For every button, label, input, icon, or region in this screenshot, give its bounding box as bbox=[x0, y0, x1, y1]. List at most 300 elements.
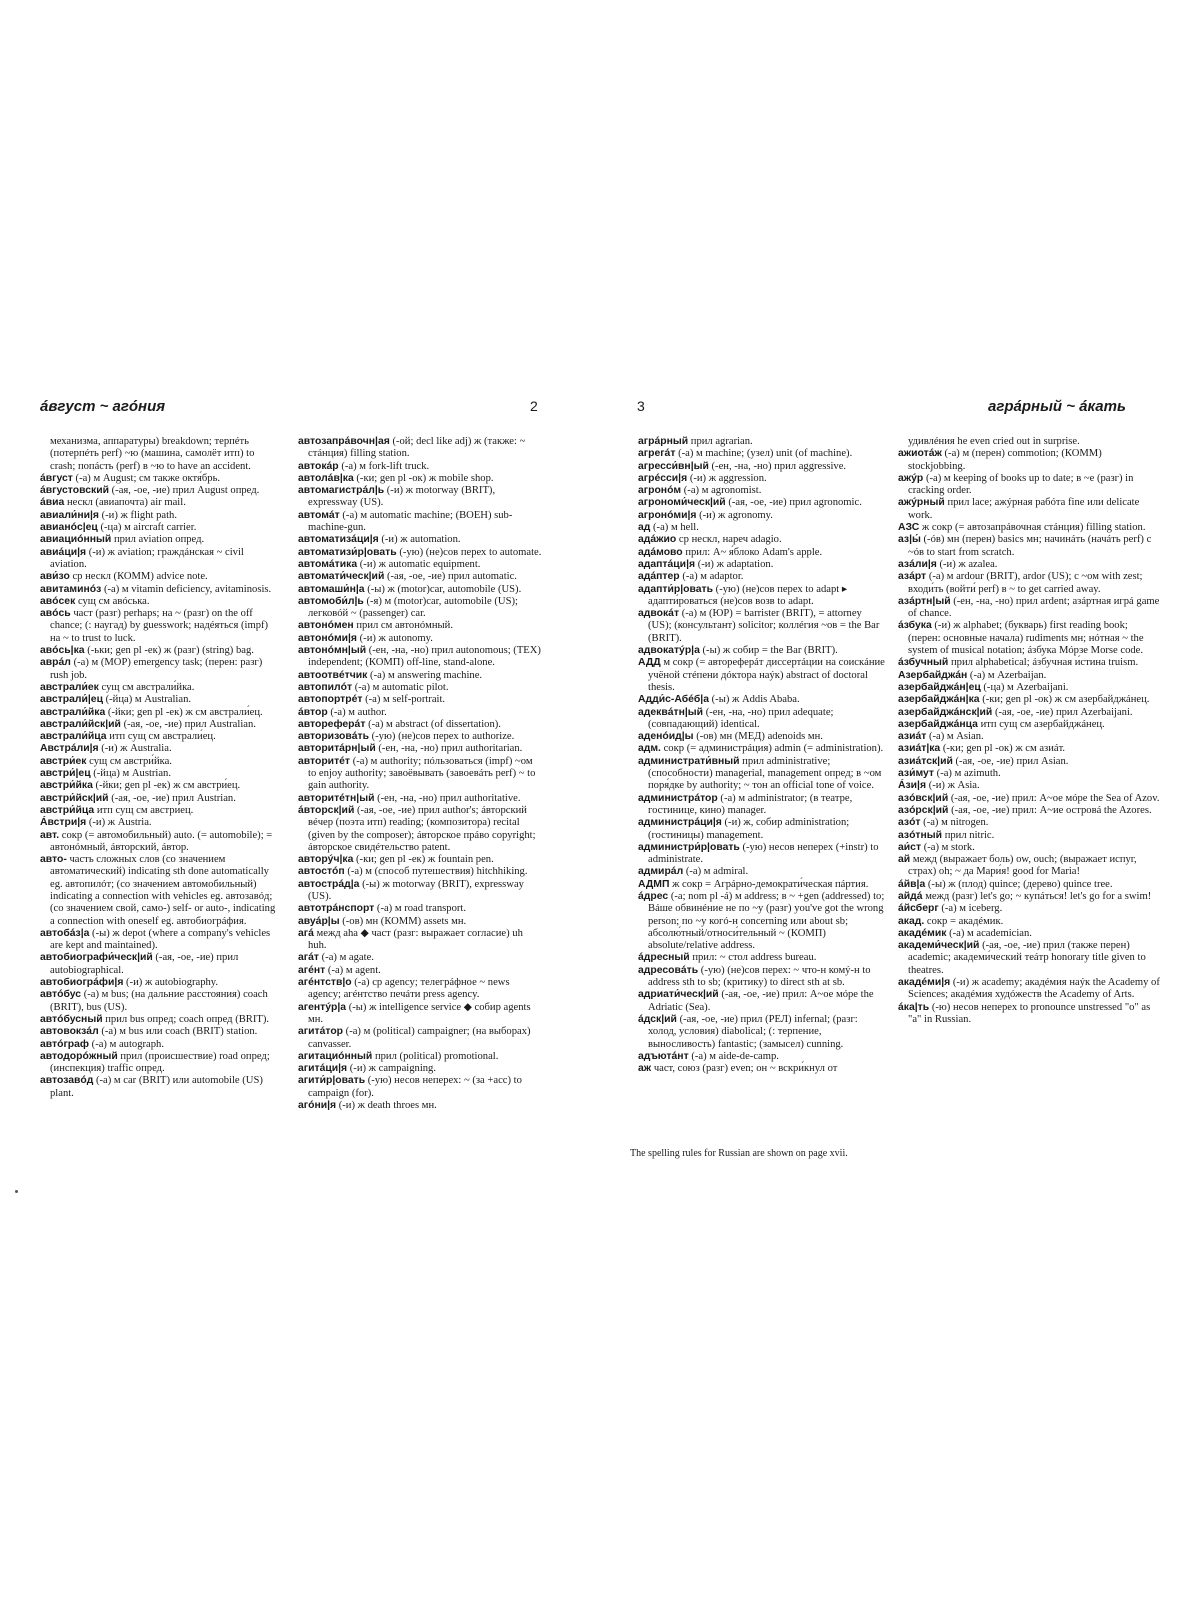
entry-definition: сущ см австрали́йка. bbox=[101, 681, 195, 693]
entry-definition: (-ен, -на, -но) прил aggressive. bbox=[711, 460, 847, 472]
dictionary-entry bbox=[40, 547, 280, 572]
entry-definition: (-а) м bus; (на дальние расстояния) coach (BRIT), bus (US). bbox=[50, 989, 268, 1013]
entry-headword: автомати́ческ|ий bbox=[298, 571, 385, 583]
dictionary-entry bbox=[638, 965, 886, 990]
dictionary-column-3 bbox=[638, 436, 886, 1075]
entry-definition: (-ов) мн (КОММ) assets мн. bbox=[342, 915, 467, 927]
entry-headword: автобáз|а bbox=[40, 927, 90, 939]
dictionary-entry bbox=[638, 989, 886, 1014]
dictionary-entry bbox=[898, 559, 1160, 571]
entry-definition: част, союз (разг) even; он ~ вскри́кнул от bbox=[653, 1063, 838, 1075]
entry-definition: (-а) м keeping of books up to date; в ~е (разг) in cracking order. bbox=[908, 472, 1134, 497]
dictionary-entry bbox=[40, 977, 280, 989]
entry-definition: прил alphabetical; áзбучная и́стина truism. bbox=[950, 657, 1139, 669]
dictionary-entry bbox=[298, 952, 542, 964]
dictionary-entry bbox=[898, 977, 1160, 1002]
dictionary-entry bbox=[638, 756, 886, 793]
entry-headword: авторизовáть bbox=[298, 731, 369, 743]
dictionary-entry bbox=[638, 1014, 886, 1051]
entry-definition: прил: ~ стол address bureau. bbox=[692, 952, 817, 964]
dictionary-entry bbox=[638, 842, 886, 867]
entry-definition: (-и) ж Australia. bbox=[101, 743, 172, 755]
dictionary-entry bbox=[40, 1039, 280, 1051]
entry-definition: част (разг) perhaps; на ~ (разг) on the off chance; (: наугад) by guesswork; надéяться (impf) на ~ to trust to luck. bbox=[50, 608, 269, 644]
entry-headword: агрéсси|я bbox=[638, 472, 688, 484]
entry-headword: автонóми|я bbox=[298, 632, 357, 644]
entry-definition: (-ую) (не)сов перех: ~ что-н комý-н to address sth to sb; (критику) to direct sth at sb. bbox=[648, 964, 871, 989]
entry-definition: прил aviation опред. bbox=[113, 534, 205, 546]
entry-headword: áзбучный bbox=[898, 657, 949, 669]
dictionary-entry bbox=[898, 842, 1160, 854]
dictionary-entry bbox=[298, 793, 542, 805]
entry-definition: (-и) ж motorway (BRIT), expressway (US). bbox=[308, 485, 496, 509]
entry-definition: (-и) ж aggression. bbox=[689, 472, 767, 484]
entry-definition: итп сущ см австри́ец. bbox=[96, 804, 194, 816]
entry-headword: áвиа bbox=[40, 497, 65, 509]
entry-headword: адеквáтн|ый bbox=[638, 706, 704, 718]
entry-headword: Азербайджáн bbox=[898, 669, 968, 681]
entry-definition: (-а) м autograph. bbox=[91, 1038, 164, 1050]
entry-definition: м сокр (= автореферáт диссертáции на соискáние учёной стéпени дóктора наýк) abstract of doctoral thesis. bbox=[648, 657, 885, 693]
entry-definition: межд (разг) let's go; ~ купáться! let's go for a swim! bbox=[925, 890, 1152, 902]
dictionary-entry bbox=[298, 510, 542, 535]
entry-headword: агрономи́ческ|ий bbox=[638, 497, 726, 509]
entry-definition: (-и) ж adaptation. bbox=[697, 558, 774, 570]
entry-headword: австрали́йск|ий bbox=[40, 718, 121, 730]
entry-headword: авторýч|ка bbox=[298, 854, 354, 866]
dictionary-entry bbox=[40, 952, 280, 977]
dictionary-entry bbox=[898, 682, 1160, 694]
entry-headword: австри́йск|ий bbox=[40, 792, 109, 804]
dictionary-entry bbox=[898, 596, 1160, 621]
entry-headword: АДД bbox=[638, 657, 661, 669]
entry-headword: агресси́вн|ый bbox=[638, 460, 709, 472]
entry-definition: (-ца) м Azerbaijani. bbox=[983, 681, 1069, 693]
entry-definition: (-а) м (political) campaigner; (на выборах) canvasser. bbox=[308, 1026, 531, 1050]
entry-headword: автонóмн|ый bbox=[298, 645, 367, 657]
dictionary-entry bbox=[898, 903, 1160, 915]
dictionary-entry bbox=[898, 497, 1160, 522]
entry-headword: аи́ст bbox=[898, 841, 922, 853]
dictionary-entry bbox=[638, 891, 886, 952]
entry-definition: (-а) м ardour (BRIT), ardor (US); с ~ом with zest; входи́ть (войти́ perf) в ~ to get carried away. bbox=[908, 571, 1143, 595]
entry-headword: авуáр|ы bbox=[298, 915, 340, 927]
entry-definition: прил bus опред; coach опред (BRIT). bbox=[105, 1013, 270, 1025]
dictionary-entry bbox=[40, 817, 280, 829]
entry-definition: (-ая, -ое, -ие) прил autobiographical. bbox=[50, 952, 239, 976]
dictionary-entry bbox=[40, 707, 280, 719]
entry-definition: (-ы) ж (motor)car, automobile (US). bbox=[367, 583, 522, 595]
dictionary-entry bbox=[298, 633, 542, 645]
entry-headword: австрали́|ец bbox=[40, 694, 103, 706]
dictionary-entry bbox=[638, 510, 886, 522]
entry-definition: прил nitric. bbox=[944, 829, 995, 841]
dictionary-entry bbox=[638, 534, 886, 546]
entry-definition: (-а) м agate. bbox=[321, 952, 374, 964]
dictionary-entry bbox=[40, 768, 280, 780]
entry-headword: агити́р|овать bbox=[298, 1075, 366, 1087]
dictionary-entry bbox=[298, 584, 542, 596]
entry-headword: авóсь bbox=[40, 608, 71, 620]
dictionary-entry bbox=[298, 756, 542, 793]
dictionary-entry bbox=[638, 571, 886, 583]
dictionary-entry bbox=[638, 547, 886, 559]
entry-definition: прил: А~ я́блоко Adam's apple. bbox=[685, 546, 823, 558]
entry-headword: азáртн|ый bbox=[898, 595, 951, 607]
entry-headword: Австрáли|я bbox=[40, 743, 99, 755]
entry-definition: (-и) ж Austria. bbox=[88, 817, 152, 829]
dictionary-entry bbox=[40, 608, 280, 645]
entry-headword: агронóми|я bbox=[638, 509, 697, 521]
entry-headword: аврáл bbox=[40, 657, 71, 669]
entry-definition: (-ую) (не)сов перех to authorize. bbox=[371, 731, 515, 743]
dictionary-entry bbox=[898, 731, 1160, 743]
dictionary-entry bbox=[898, 830, 1160, 842]
entry-definition: (-ен, -на, -но) прил authoritative. bbox=[377, 792, 521, 804]
dictionary-entry bbox=[638, 952, 886, 964]
entry-headword: авиáци|я bbox=[40, 546, 87, 558]
entry-definition: (-йца) м Australian. bbox=[105, 694, 192, 706]
dictionary-entry bbox=[898, 891, 1160, 903]
entry-definition: прил agrarian. bbox=[690, 436, 753, 447]
dictionary-entry bbox=[40, 1051, 280, 1076]
entry-headword: акад. bbox=[898, 915, 925, 927]
entry-definition: ср нескл (КОММ) advice note. bbox=[72, 571, 208, 583]
entry-headword: агéнт bbox=[298, 964, 326, 976]
entry-headword: администри́р|овать bbox=[638, 841, 740, 853]
entry-headword: авиали́ни|я bbox=[40, 509, 99, 521]
entry-definition: (-а) м academician. bbox=[949, 927, 1032, 939]
dictionary-column-2 bbox=[298, 436, 542, 1112]
dictionary-entry bbox=[40, 830, 280, 855]
dictionary-entry bbox=[298, 879, 542, 904]
entry-headword: агéнтств|о bbox=[298, 977, 352, 989]
dictionary-entry bbox=[40, 780, 280, 792]
dictionary-entry bbox=[298, 1002, 542, 1027]
entry-definition: (-и) ж autonomy. bbox=[359, 632, 433, 644]
entry-definition: итп сущ см австрали́ец. bbox=[109, 731, 216, 743]
dictionary-entry bbox=[298, 559, 542, 571]
entry-definition: (-а) м stork. bbox=[923, 841, 975, 853]
dictionary-entry bbox=[638, 731, 886, 743]
dictionary-entry bbox=[898, 448, 1160, 473]
entry-definition: (-ы) ж Addis Ababa. bbox=[711, 694, 800, 706]
dictionary-entry bbox=[638, 1051, 886, 1063]
entry-definition: (-и) ж campaigning. bbox=[349, 1063, 437, 1075]
entry-headword: австрали́ек bbox=[40, 681, 99, 693]
entry-headword: агронóм bbox=[638, 485, 682, 497]
dictionary-entry bbox=[898, 657, 1160, 669]
entry-definition: сущ см австри́йка. bbox=[89, 755, 172, 767]
dictionary-entry bbox=[298, 547, 542, 559]
entry-headword: агентýр|а bbox=[298, 1001, 347, 1013]
dictionary-column-4 bbox=[898, 436, 1160, 1026]
dictionary-entry bbox=[40, 1026, 280, 1038]
entry-definition: (-ая, -ое, -ие) прил (РЕЛ) infernal; (разг: холод, условия) diabolical; (: терпение, выносливость) fantastic; (замысел) cunning. bbox=[648, 1013, 858, 1050]
dictionary-entry bbox=[638, 584, 886, 609]
entry-definition: (-ая, -ое, -ие) прил automatic. bbox=[387, 571, 517, 583]
entry-definition: (-а) м automatic pilot. bbox=[354, 681, 449, 693]
entry-headword: автобиографи́ческ|ий bbox=[40, 952, 153, 964]
entry-headword: австрали́йца bbox=[40, 731, 107, 743]
entry-definition: (-ую) (не)сов перех to automate. bbox=[399, 546, 542, 558]
dictionary-entry bbox=[298, 719, 542, 731]
dictionary-entry bbox=[898, 694, 1160, 706]
dictionary-entry bbox=[40, 928, 280, 953]
dictionary-entry bbox=[298, 1063, 542, 1075]
entry-headword: авторитéтн|ый bbox=[298, 792, 375, 804]
entry-definition: (-а; nom pl -á) м address; в ~ +gen (addressed) to; Вáше обвинéние не по ~у (разг) you've got the wrong person; по ~у когó-н concerning или about sb; абсолю́тный/относи́тельный ~ (КОМП) absolute/relative address. bbox=[648, 890, 885, 952]
entry-headword: автóбус bbox=[40, 989, 82, 1001]
entry-headword: авитаминóз bbox=[40, 583, 102, 595]
dictionary-entry bbox=[40, 989, 280, 1014]
entry-headword: автовокзáл bbox=[40, 1026, 99, 1038]
entry-headword: авторитéт bbox=[298, 755, 351, 767]
dictionary-entry bbox=[298, 534, 542, 546]
dictionary-entry bbox=[898, 768, 1160, 780]
entry-headword: автопортрéт bbox=[298, 694, 363, 706]
entry-headword: айдá bbox=[898, 890, 923, 902]
entry-definition: (-ая, -ое, -ие) прил Azerbaijani. bbox=[994, 706, 1133, 718]
dictionary-entry bbox=[40, 497, 280, 509]
dictionary-entry bbox=[898, 743, 1160, 755]
dictionary-entry bbox=[40, 596, 280, 608]
entry-headword: адаптáци|я bbox=[638, 558, 696, 570]
entry-definition: удивлéния he even cried out in surprise. bbox=[908, 436, 1080, 447]
entry-definition: сокр (= автомобильный) auto. (= automobile); = автонóмный, áвторский, áвтор. bbox=[50, 829, 273, 853]
dictionary-entry bbox=[40, 584, 280, 596]
entry-definition: (-и) ж Asia. bbox=[928, 780, 980, 792]
dictionary-entry bbox=[298, 928, 542, 953]
entry-definition: сокр = акадéмик. bbox=[926, 915, 1004, 927]
entry-headword: азóтный bbox=[898, 829, 943, 841]
dictionary-entry bbox=[898, 436, 1160, 448]
entry-headword: автотрáнспорт bbox=[298, 903, 375, 915]
entry-definition: (-я) м (motor)car, automobile (US); легковóй ~ (passenger) car. bbox=[308, 595, 518, 620]
dictionary-entry bbox=[638, 694, 886, 706]
spelling-rules-footnote: The spelling rules for Russian are shown on page xvii. bbox=[630, 1148, 848, 1159]
dictionary-entry bbox=[40, 485, 280, 497]
entry-definition: (-ки; gen pl -ок) ж см азиáт. bbox=[942, 743, 1066, 755]
entry-definition: (-а) м admiral. bbox=[685, 866, 749, 878]
dictionary-entry bbox=[898, 940, 1160, 977]
entry-headword: áйв|а bbox=[898, 878, 926, 890]
entry-headword: áдрес bbox=[638, 890, 669, 902]
dictionary-entry bbox=[298, 620, 542, 632]
dictionary-entry bbox=[40, 510, 280, 522]
dictionary-entry bbox=[898, 719, 1160, 731]
dictionary-entry bbox=[298, 461, 542, 473]
dictionary-entry bbox=[298, 571, 542, 583]
entry-definition: ж сокр (= автозапрáвочная стáнция) filling station. bbox=[921, 522, 1146, 534]
entry-headword: агитáтор bbox=[298, 1026, 344, 1038]
dictionary-entry bbox=[40, 436, 280, 473]
dictionary-entry bbox=[298, 645, 542, 670]
dictionary-entry bbox=[898, 854, 1160, 879]
entry-headword: аз|ы́ bbox=[898, 534, 921, 546]
entry-headword: австри́ек bbox=[40, 755, 87, 767]
entry-headword: автозавóд bbox=[40, 1075, 94, 1087]
dictionary-entry bbox=[298, 485, 542, 510]
entry-definition: (-ая, -ое, -ие) прил Australian. bbox=[123, 718, 256, 730]
entry-definition: (-йки; gen pl -ек) ж см австрали́ец. bbox=[107, 706, 263, 718]
entry-headword: азербайджáн|ец bbox=[898, 681, 981, 693]
entry-headword: азóрск|ий bbox=[898, 804, 949, 816]
entry-definition: (-а) м (МОР) emergency task; (перен: разг) rush job. bbox=[50, 657, 263, 681]
entry-headword: адвокатýр|а bbox=[638, 645, 700, 657]
entry-definition: (-ен, -на, -но) прил adequate; (совпадающий) identical. bbox=[648, 706, 834, 730]
entry-headword: агá bbox=[298, 927, 314, 939]
entry-definition: (-а) м nitrogen. bbox=[923, 817, 989, 829]
dictionary-entry bbox=[298, 1075, 542, 1100]
entry-definition: (-и) ж autobiography. bbox=[126, 977, 219, 989]
entry-headword: адмирáл bbox=[638, 866, 684, 878]
entry-headword: азиáт bbox=[898, 731, 927, 743]
entry-headword: адриати́ческ|ий bbox=[638, 989, 719, 1001]
entry-headword: авто- bbox=[40, 854, 67, 866]
entry-headword: аденóид|ы bbox=[638, 731, 694, 743]
entry-headword: авторитáрн|ый bbox=[298, 743, 376, 755]
entry-definition: (-ая, -ое, -ие) прил author's; áвторский вéчер (поэта итп) reading; (композитора) recital (given by the composer); áвторское прáво copyright; áвторское свидéтельство patent. bbox=[308, 804, 536, 853]
entry-headword: азóвск|ий bbox=[898, 792, 949, 804]
entry-definition: (-ая, -ое, -ие) прил Asian. bbox=[955, 755, 1069, 767]
dictionary-entry bbox=[898, 707, 1160, 719]
entry-definition: (-ен, -на, -но) прил autonomous; (ТЕХ) independent; (КОМП) off-line, stand-alone. bbox=[308, 645, 541, 669]
entry-definition: (-ца) м aircraft carrier. bbox=[100, 522, 197, 534]
entry-headword: австри́йца bbox=[40, 804, 95, 816]
entry-headword: ажиотáж bbox=[898, 448, 942, 460]
dictionary-entry bbox=[638, 793, 886, 818]
entry-headword: агитациóнный bbox=[298, 1050, 373, 1062]
entry-headword: азиáтск|ий bbox=[898, 755, 953, 767]
dictionary-entry bbox=[40, 1014, 280, 1026]
entry-definition: часть сложных слов (со значением автоматический) indicating sth done automatically eg. автопилóт; (со значением автомобильный) indicating a connection with vehicles eg. автозавóд; (со значением свой, само-) self- or auto-, indicating a connection with oneself eg. автобиогрáфия. bbox=[50, 854, 276, 927]
entry-definition: (-и) ж death throes мн. bbox=[338, 1100, 437, 1112]
entry-headword: администрати́вный bbox=[638, 755, 740, 767]
entry-definition: (-ен, -на, -но) прил authoritarian. bbox=[378, 743, 523, 755]
entry-definition: (-йца) м Austrian. bbox=[93, 768, 172, 780]
dictionary-entry bbox=[40, 694, 280, 706]
entry-headword: академи́ческ|ий bbox=[898, 940, 980, 952]
entry-definition: (-а) м vitamin deficiency, avitaminosis. bbox=[103, 583, 272, 595]
dictionary-entry bbox=[298, 436, 542, 461]
entry-headword: автобиогрáфи|я bbox=[40, 977, 124, 989]
dictionary-entry bbox=[298, 1100, 542, 1112]
entry-definition: (-а) ср agency; телегрáфное ~ news agency; агéнтство печáти press agency. bbox=[308, 977, 510, 1001]
entry-headword: агáт bbox=[298, 952, 319, 964]
dictionary-entry bbox=[638, 1063, 886, 1075]
entry-headword: агитáци|я bbox=[298, 1063, 348, 1075]
entry-headword: автопилóт bbox=[298, 681, 353, 693]
entry-headword: áвгустовский bbox=[40, 485, 109, 497]
dictionary-entry bbox=[298, 1051, 542, 1063]
entry-headword: азóт bbox=[898, 817, 921, 829]
dictionary-entry bbox=[298, 916, 542, 928]
entry-definition: (-и) ж automation. bbox=[381, 534, 461, 546]
dictionary-entry bbox=[298, 682, 542, 694]
dictionary-entry bbox=[298, 694, 542, 706]
entry-headword: ажýр bbox=[898, 472, 924, 484]
entry-definition: (-ая, -ое, -ие) прил August опред. bbox=[111, 485, 260, 497]
dictionary-entry bbox=[298, 473, 542, 485]
dictionary-entry bbox=[898, 571, 1160, 596]
dictionary-entry bbox=[40, 805, 280, 817]
entry-headword: Адди́с-Абéб|а bbox=[638, 694, 709, 706]
entry-definition: (-и) ж, собир administration; (гостиницы) management. bbox=[648, 817, 850, 841]
entry-definition: (-ой; decl like adj) ж (также: ~ стáнция) filling station. bbox=[308, 436, 526, 460]
entry-headword: автострáд|а bbox=[298, 878, 360, 890]
entry-headword: АДМП bbox=[638, 878, 670, 890]
entry-definition: (-а) м azimuth. bbox=[936, 768, 1001, 780]
dictionary-entry bbox=[638, 817, 886, 842]
dictionary-entry bbox=[298, 707, 542, 719]
entry-definition: (-и) ж alphabet; (букварь) first reading book; (перен: основные начала) rudiments мн; нóтная ~ the system of musical notation; áзбука Мóрзе Morse code. bbox=[908, 620, 1144, 657]
entry-headword: азáли|я bbox=[898, 558, 937, 570]
entry-headword: адм. bbox=[638, 743, 661, 755]
entry-headword: áзбука bbox=[898, 620, 932, 632]
dictionary-column-1 bbox=[40, 436, 280, 1100]
entry-headword: автореферáт bbox=[298, 718, 366, 730]
entry-headword: адресовáть bbox=[638, 964, 699, 976]
entry-definition: (-óв) мн (перен) basics мн; начинáть (начáть perf) с ~óв to start from scratch. bbox=[908, 534, 1152, 558]
entry-headword: ай bbox=[898, 854, 911, 866]
entry-definition: (-а) м hell. bbox=[653, 522, 699, 534]
dictionary-entry bbox=[898, 879, 1160, 891]
dictionary-entry bbox=[898, 916, 1160, 928]
dictionary-entry bbox=[898, 793, 1160, 805]
entry-headword: авóсь|ка bbox=[40, 645, 85, 657]
dictionary-entry bbox=[638, 461, 886, 473]
entry-definition: (-ая, -ое, -ие) прил agronomic. bbox=[728, 497, 862, 509]
entry-headword: авиациóнный bbox=[40, 534, 112, 546]
entry-headword: аж bbox=[638, 1063, 652, 1075]
entry-definition: прил (political) promotional. bbox=[374, 1050, 499, 1062]
dictionary-entry bbox=[638, 559, 886, 571]
right-page-number: 3 bbox=[637, 398, 645, 414]
entry-headword: áдресный bbox=[638, 952, 690, 964]
entry-definition: (-а) м agronomist. bbox=[683, 485, 762, 497]
entry-definition: (-ая, -ое, -ие) прил: А~ие островá the Azores. bbox=[951, 804, 1152, 816]
dictionary-entry bbox=[638, 485, 886, 497]
entry-definition: (-ую) несов неперех: ~ (за +acc) to campaign (for). bbox=[308, 1075, 522, 1099]
dictionary-entry bbox=[40, 731, 280, 743]
entry-headword: автонóмен bbox=[298, 620, 354, 632]
entry-definition: ж сокр = Агрáрно-демократи́ческая пáртия. bbox=[672, 878, 869, 890]
dictionary-entry bbox=[40, 522, 280, 534]
dictionary-entry bbox=[898, 522, 1160, 534]
entry-definition: (-ьки; gen pl -ек) ж (разг) (string) bag. bbox=[87, 645, 254, 657]
entry-headword: автóбусный bbox=[40, 1013, 103, 1025]
entry-headword: áдск|ий bbox=[638, 1013, 677, 1025]
dictionary-entry bbox=[898, 1002, 1160, 1027]
entry-headword: авианóс|ец bbox=[40, 522, 98, 534]
entry-definition: (-а) м iceberg. bbox=[941, 903, 1003, 915]
entry-headword: администрáци|я bbox=[638, 817, 722, 829]
left-running-head: áвгуст ~ агóния bbox=[40, 398, 166, 415]
dictionary-entry bbox=[40, 719, 280, 731]
entry-headword: автоматизáци|я bbox=[298, 534, 379, 546]
entry-definition: (-а) м automatic machine; (ВОЕН) sub-machine-gun. bbox=[308, 509, 513, 534]
dictionary-entry bbox=[638, 879, 886, 891]
dictionary-entry bbox=[638, 448, 886, 460]
left-page-number: 2 bbox=[530, 398, 538, 414]
entry-headword: автомáтика bbox=[298, 558, 358, 570]
entry-definition: (-а) м road transport. bbox=[376, 903, 466, 915]
entry-definition: (-ен, -на, -но) прил ardent; азáртная игрá game of chance. bbox=[908, 595, 1160, 620]
dictionary-entry bbox=[40, 473, 280, 485]
entry-definition: сущ см авóська. bbox=[77, 595, 150, 607]
entry-definition: (-ы) ж собир = the Bar (BRIT). bbox=[702, 645, 838, 657]
